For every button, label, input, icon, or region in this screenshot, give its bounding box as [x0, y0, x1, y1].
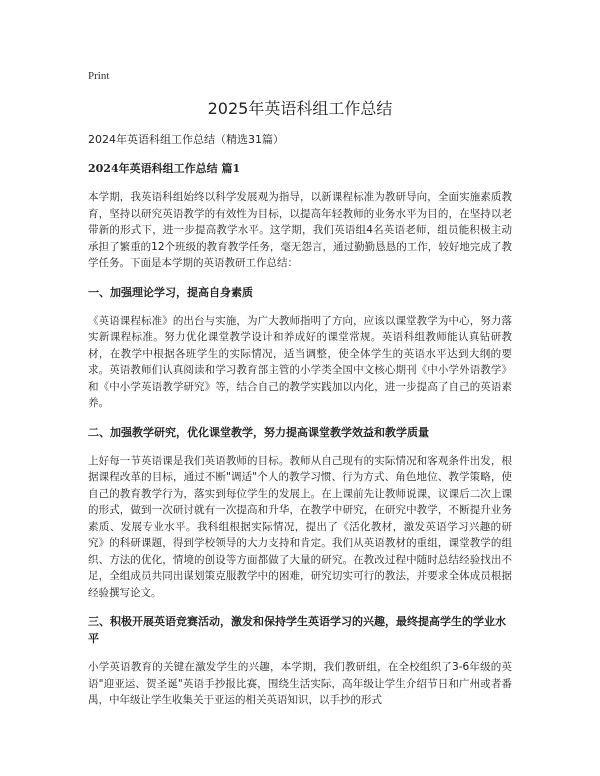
intro-paragraph: 本学期，我英语科组始终以科学发展观为指导，以新课程标准为教研导向，全面实施素质教育，坚持以研究英语教学的有效性为目标，以提高年轻教师的业务水平为目的，在坚持以老带新的形式下，进一步提高教学水平。这学期，我们英语组4名英语老师，组员能积极主动承担了繁重的12个班级的教育教学任务，毫无怨言，通过勤勤恳恳的工作，较好地完成了教学任务。下面是本学期的英语教研工作总结：: [88, 191, 512, 269]
document-subtitle: 2024年英语科组工作总结（精选31篇）: [88, 133, 284, 146]
section-body-2: 上好每一节英语课是我们英语教师的目标。教师从自己现有的实际情况和客观条件出发，根据课程改革的目标，通过不断"调适"个人的教学习惯、行为方式、角色地位、教学策略，使自己的教育教学行为，落实到每位学生的发展上。在上课前先让教师说课，议课后二次上课的形式，做到一次研讨就有一次提高和升华，在教学中研究，在研究中教学，不断提升业务素质、发展专业水平。我科组根据实际情况，提出了《活化教材，激发英语学习兴趣的研究》的科研课题，得到学校领导的大力支持和肯定。我们从英语教材的重组，课堂教学的组织、方法的优化，情境的创设等方面都做了大量的研究。在教改过程中随时总结经验找出不足，全组成员共同出谋划策克服教学中的困难，研究切实可行的教法，并要求全体成员根据经验撰写论文。: [88, 454, 512, 599]
article-heading: 2024年英语科组工作总结 篇1: [88, 162, 241, 175]
document-body: [88, 132, 512, 721]
print-label[interactable]: Print: [88, 70, 110, 82]
section-heading-3: 三、积极开展英语竞赛活动，激发和保持学生英语学习的兴趣，最终提高学生的学业水平: [88, 615, 506, 645]
section-heading-1: 一、加强理论学习，提高自身素质: [88, 285, 253, 299]
section-body-1: 《英语课程标准》的出台与实施，为广大教师指明了方向，应该以课堂教学为中心，努力落实新课程标准。努力优化课堂教学设计和养成好的课堂常规。英语科组教师能认真钻研教材，在教学中根据各班学生的实际情况，适当调整，使全体学生的英语水平达到大纲的要求。英语教师们认真阅读和学习教育部主管的小学类全国中文核心期刊《中小学外语教学》和《中小学英语教学研究》等，结合自己的教学实践加以内化，进一步提高了自己的英语素养。: [88, 314, 512, 409]
section-heading-2: 二、加强教学研究，优化课堂教学，努力提高课堂教学效益和教学质量: [88, 425, 429, 439]
page-title: 2025年英语科组工作总结: [207, 99, 393, 118]
section-body-3: 小学英语教育的关键在激发学生的兴趣，本学期，我们教研组，在全校组织了3-6年级的英语"迎亚运、贺圣诞"英语手抄报比赛，围绕生活实际，高年级让学生介绍节日和广州或者番禺，中年级让学生收集关于亚运的相关英语知识，以手抄的形式: [88, 661, 512, 706]
